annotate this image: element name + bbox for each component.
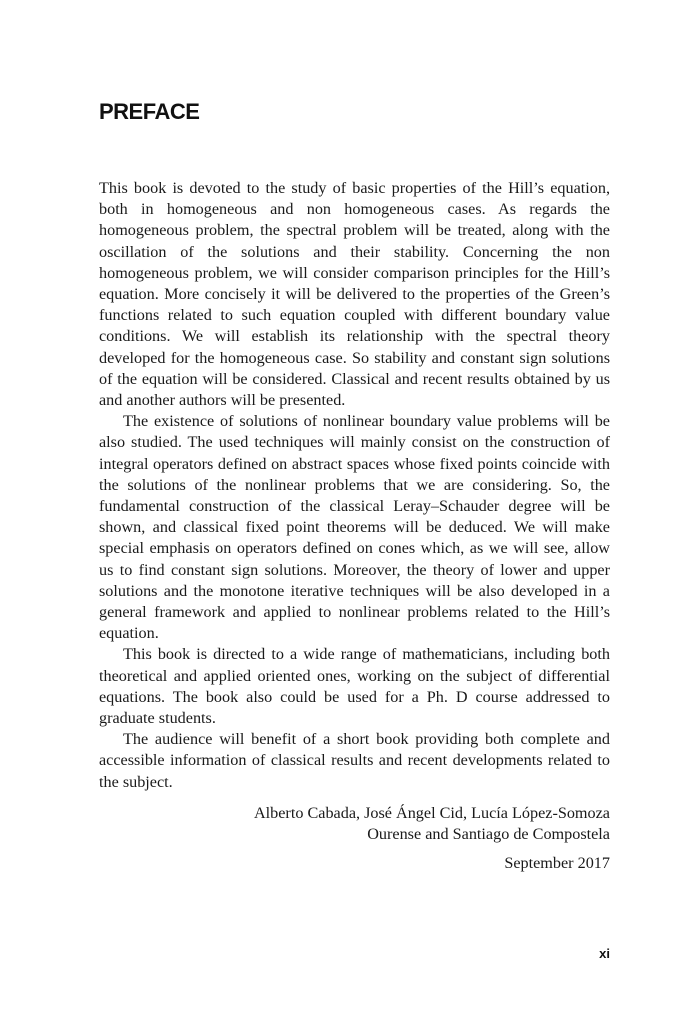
signature-authors: Alberto Cabada, José Ángel Cid, Lucía López-Somoza — [253, 803, 610, 822]
paragraph-2: The existence of solutions of nonlinear boundary value problems will be also studied. The used techniques will mainly consist on the construction of integral operators defined on abstract spaces whose fixed points coincide with the solutions of the nonlinear problems that we are considering. So, the fundamental construction of the classical Leray–Schauder degree will be shown, and classical fixed point theorems will be deduced. We will make special emphasis on operators defined on cones which, as we will see, allow us to find constant sign solutions. Moreover, the theory of lower and upper solutions and the monotone iterative techniques will be also developed in a general framework and applied to nonlinear problems related to the Hill’s equation. — [99, 412, 610, 643]
preface-body — [99, 178, 610, 875]
paragraph-4: The audience will benefit of a short book providing both complete and accessible information of classical results and recent developments related to the subject. — [99, 730, 610, 791]
signature-date: September 2017 — [504, 854, 610, 873]
page-number: xi — [599, 946, 610, 961]
page-title: PREFACE — [99, 99, 200, 124]
signature-location: Ourense and Santiago de Compostela — [367, 825, 610, 844]
signature-block — [99, 803, 610, 875]
paragraph-1: This book is devoted to the study of basic properties of the Hill’s equation, both in homogeneous and non homogeneous cases. As regards the homogeneous problem, the spectral problem will be treated, along with the oscillation of the solutions and their stability. Concerning the non homogeneous problem, we will consider comparison principles for the Hill’s equation. More concisely it will be delivered to the properties of the Green’s functions related to such equation coupled with different boundary value conditions. We will establish its relationship with the spectral theory developed for the homogeneous case. So stability and constant sign solutions of the equation will be considered. Classical and recent results obtained by us and another authors will be presented. — [99, 179, 610, 410]
paragraph-3: This book is directed to a wide range of mathematicians, including both theoretical and applied oriented ones, working on the subject of differential equations. The book also could be used for a Ph. D course addressed to graduate students. — [99, 645, 610, 728]
